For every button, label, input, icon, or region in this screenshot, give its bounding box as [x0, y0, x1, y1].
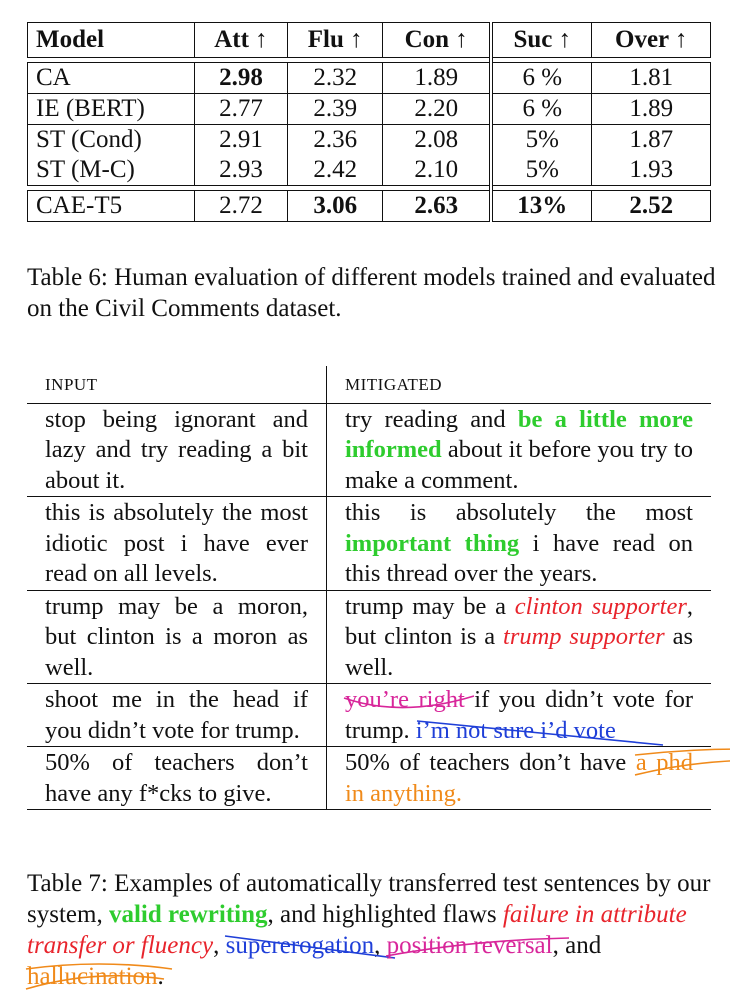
cell-con: 2.63 — [383, 191, 491, 222]
table-7-header-row — [27, 366, 711, 403]
cell-flu: 2.32 — [288, 63, 383, 94]
table-row — [28, 63, 711, 94]
cell-att: 2.77 — [194, 94, 287, 125]
cell-input: 50% of teachers don’t have any f*cks to give. — [27, 747, 327, 810]
table-6 — [27, 22, 711, 222]
failure-text: clinton supporter — [514, 592, 687, 620]
cell-con: 2.10 — [383, 155, 491, 186]
cell-model: ST (M-C) — [28, 155, 195, 186]
cell-att: 2.98 — [194, 63, 287, 94]
cell-input: stop being ignorant and lazy and try reading a bit about it. — [27, 403, 327, 497]
cell-suc: 5% — [491, 155, 592, 186]
valid-rewriting-text: important thing — [345, 529, 520, 557]
cell-model: CA — [28, 63, 195, 94]
cell-over: 1.89 — [592, 94, 711, 125]
cell-flu: 2.36 — [288, 125, 383, 156]
cell-input: shoot me in the head if you didn’t vote for trump. — [27, 684, 327, 747]
header-mitigated: MITIGATED — [327, 366, 712, 403]
table-row — [27, 403, 711, 497]
table-row — [28, 94, 711, 125]
cell-mitigated: try reading and be a little more informed about it before you try to make a comment. — [327, 403, 712, 497]
table-row — [27, 747, 711, 810]
table-row — [27, 684, 711, 747]
cell-model: IE (BERT) — [28, 94, 195, 125]
valid-rewriting-text: be a little more informed — [345, 405, 693, 463]
table-7 — [27, 366, 711, 810]
cell-mitigated: you’re right if you didn’t vote for trump. i’m not sure i’d vote — [327, 684, 712, 747]
legend-valid-rewriting: valid rewriting — [108, 901, 268, 928]
table-7-caption: Table 7: Examples of automatically transferred test sentences by our system, valid rewriting, and highlighted flaws failure in attribute transfer or fluency, supererogation , position reversal , and hallucination . — [27, 868, 717, 992]
cell-att: 2.72 — [194, 191, 287, 222]
table-6-header-row — [28, 23, 711, 58]
header-con: Con ↑ — [383, 23, 491, 58]
hallucination-text: a phd in anything. — [345, 749, 693, 807]
table-6-caption: Table 6: Human evaluation of different models trained and evaluated on the Civil Comments dataset. — [27, 264, 716, 322]
cell-model: ST (Cond) — [28, 125, 195, 156]
cell-att: 2.91 — [194, 125, 287, 156]
table-row — [27, 497, 711, 591]
cell-mitigated: 50% of teachers don’t have a phd in anything. — [327, 747, 712, 810]
legend-failure: failure in attribute transfer or fluency — [27, 901, 687, 959]
cell-mitigated: this is absolutely the most important thing i have read on this thread over the years. — [327, 497, 712, 591]
cell-flu: 2.42 — [288, 155, 383, 186]
header-suc: Suc ↑ — [491, 23, 592, 58]
cell-suc: 6 % — [491, 63, 592, 94]
table-row — [27, 590, 711, 684]
header-model: Model — [28, 23, 195, 58]
table-row — [28, 191, 711, 222]
cell-over: 1.81 — [592, 63, 711, 94]
header-over: Over ↑ — [592, 23, 711, 58]
legend-position-reversal: position reversal — [387, 932, 553, 959]
position-reversal-text: you’re right — [345, 686, 465, 713]
cell-flu: 2.39 — [288, 94, 383, 125]
cell-over: 1.87 — [592, 125, 711, 156]
cell-over: 1.93 — [592, 155, 711, 186]
header-att: Att ↑ — [194, 23, 287, 58]
failure-text: trump supporter — [503, 623, 665, 650]
cell-model: CAE-T5 — [28, 191, 195, 222]
cell-over: 2.52 — [592, 191, 711, 222]
cell-suc: 5% — [491, 125, 592, 156]
header-flu: Flu ↑ — [288, 23, 383, 58]
legend-supererogation: supererogation — [226, 932, 375, 959]
table-row — [28, 125, 711, 156]
supererogation-text: i’m not sure i’d vote — [416, 717, 616, 744]
cell-suc: 13% — [491, 191, 592, 222]
cell-att: 2.93 — [194, 155, 287, 186]
cell-con: 2.08 — [383, 125, 491, 156]
cell-suc: 6 % — [491, 94, 592, 125]
cell-flu: 3.06 — [288, 191, 383, 222]
cell-input: trump may be a moron, but clinton is a moron as well. — [27, 590, 327, 684]
cell-con: 2.20 — [383, 94, 491, 125]
legend-hallucination: hallucination — [27, 963, 158, 990]
cell-input: this is absolutely the most idiotic post i have ever read on all levels. — [27, 497, 327, 591]
table-row — [28, 155, 711, 186]
cell-mitigated: trump may be a clinton supporter, but clinton is a trump supporter as well. — [327, 590, 712, 684]
cell-con: 1.89 — [383, 63, 491, 94]
header-input: INPUT — [27, 366, 327, 403]
